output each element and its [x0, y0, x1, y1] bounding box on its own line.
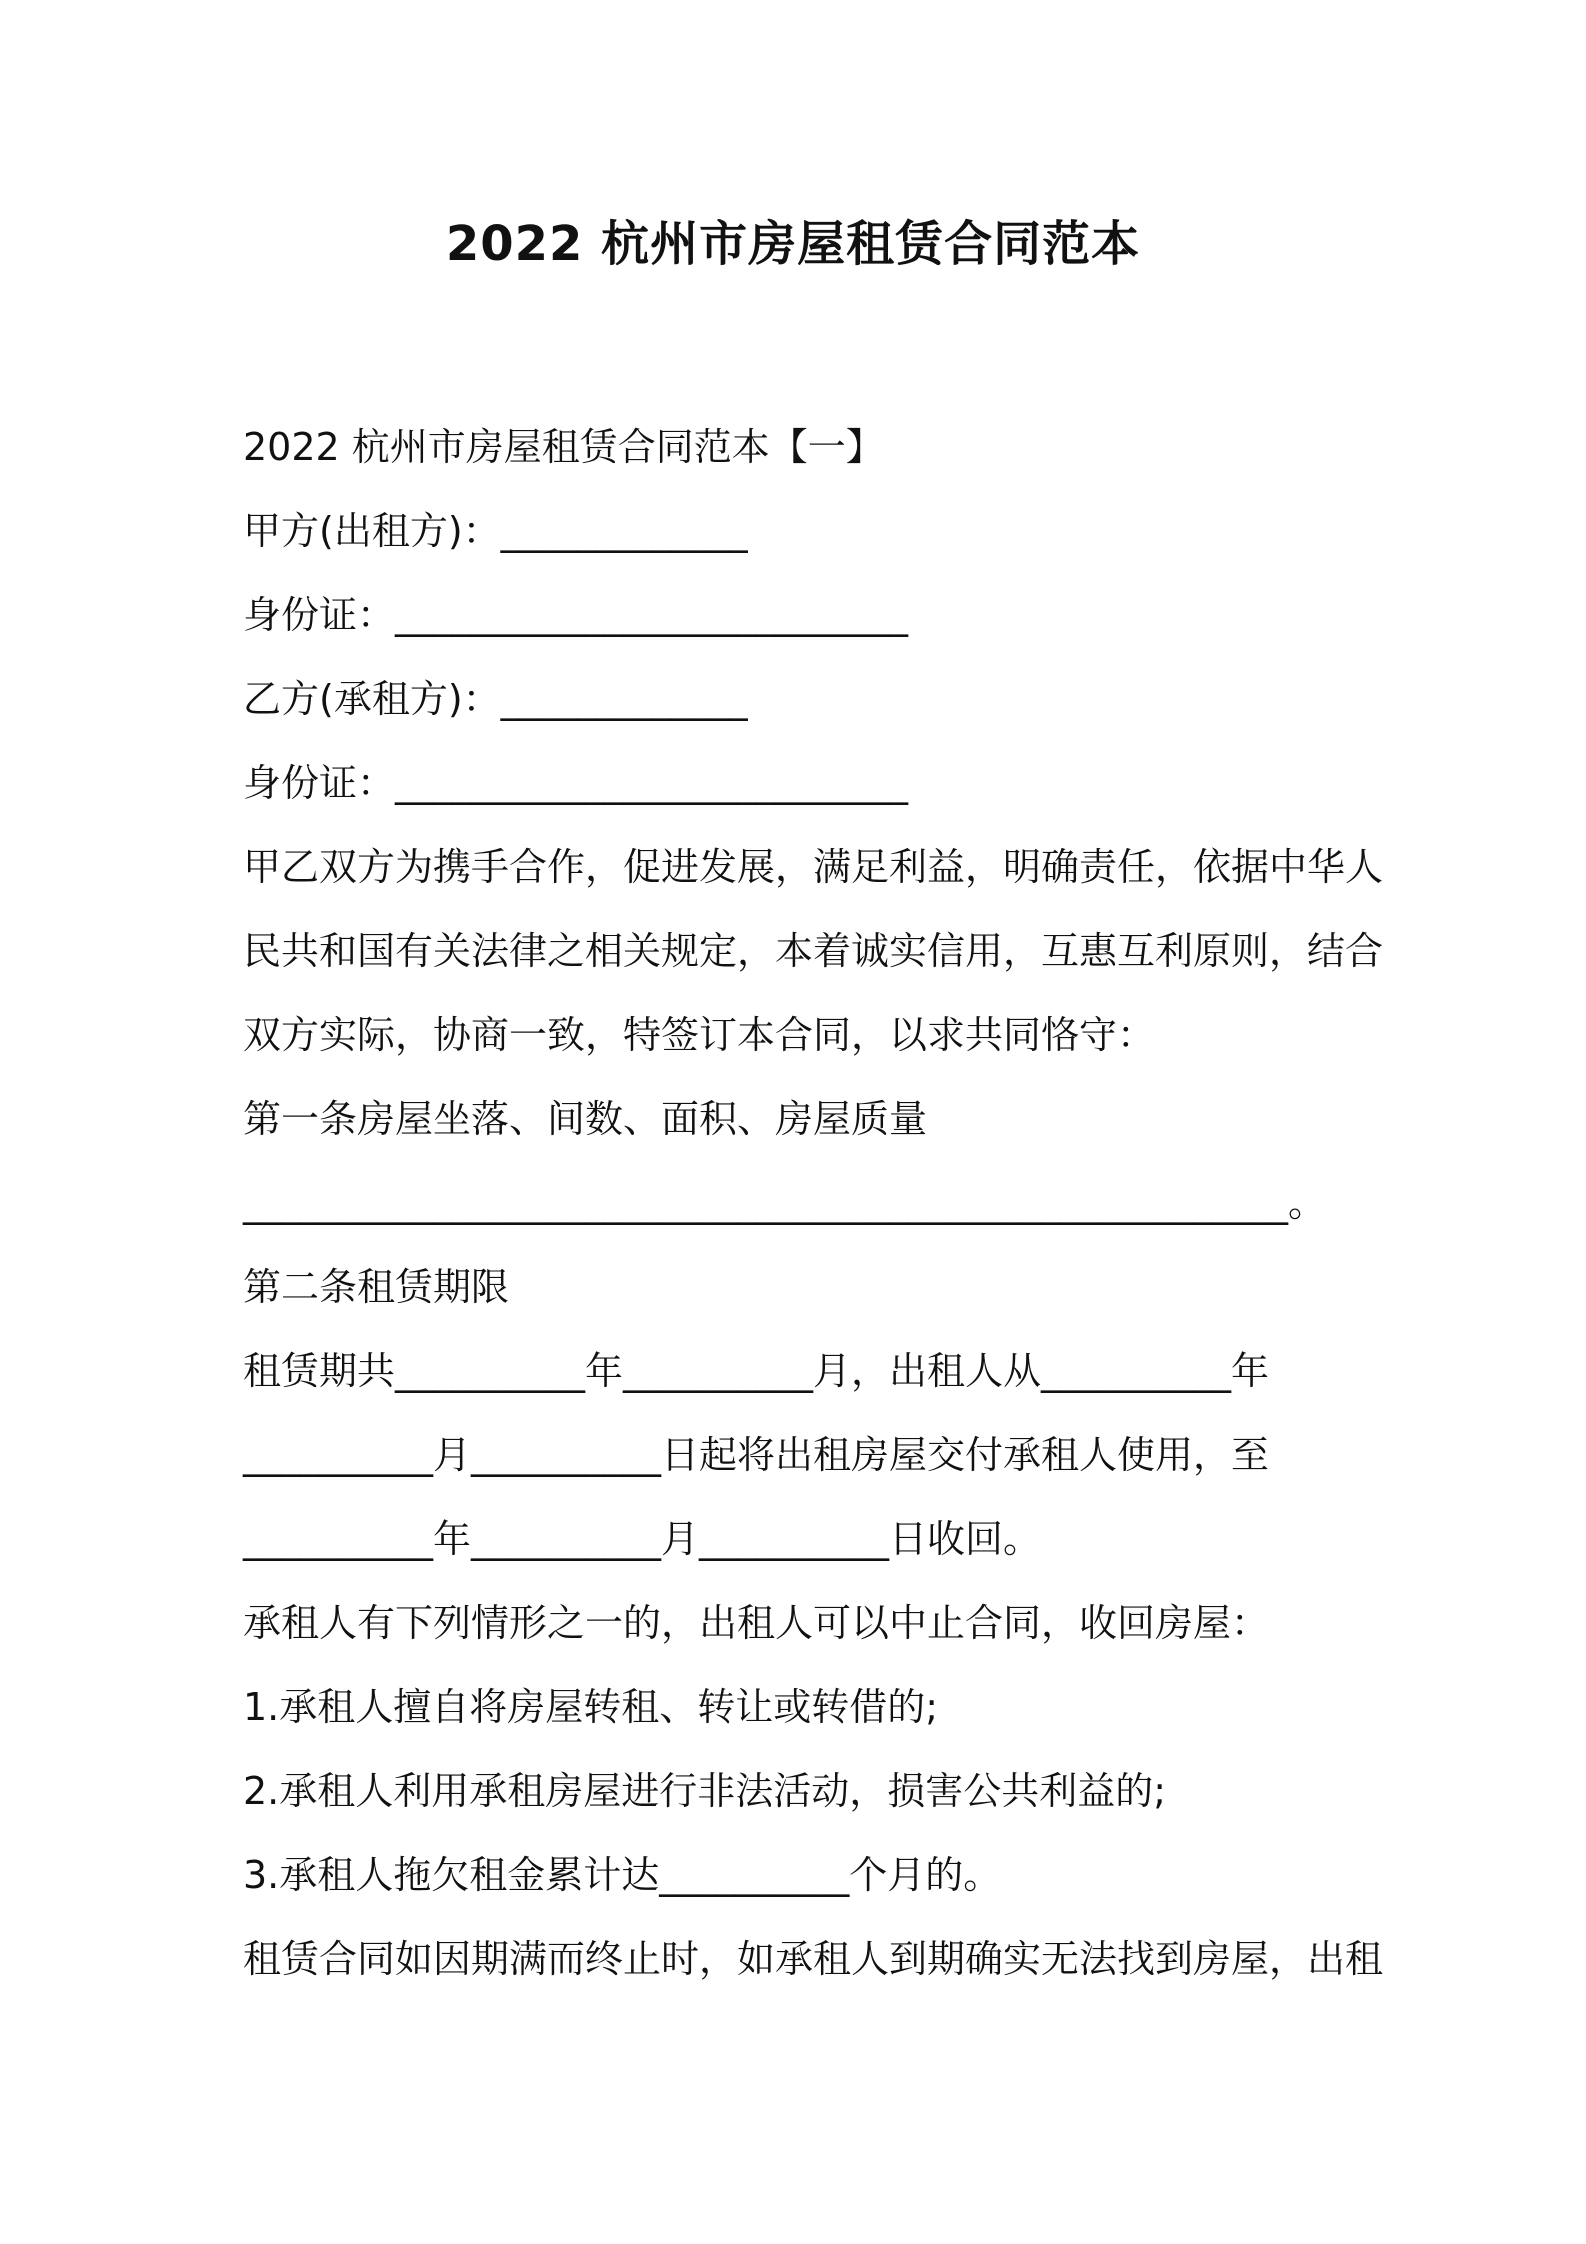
- party-a-field: 甲方(出租方)：_____________: [243, 509, 748, 553]
- preamble-line: 双方实际，协商一致，特签订本合同，以求共同恪守：: [243, 1013, 1156, 1057]
- document-body: [243, 405, 1384, 2001]
- preamble-line: 甲乙双方为携手合作，促进发展，满足利益，明确责任，依据中华人: [243, 845, 1384, 889]
- lease-term-line: 租赁期共__________年__________月，出租人从__________年: [243, 1349, 1270, 1393]
- expiry-clause-line: 租赁合同如因期满而终止时，如承租人到期确实无法找到房屋，出租: [243, 1937, 1384, 1981]
- termination-item: 2.承租人利用承租房屋进行非法活动，损害公共利益的;: [243, 1769, 1167, 1813]
- termination-item: 3.承租人拖欠租金累计达__________个月的。: [243, 1853, 1002, 1897]
- article-one-blank: _______________________________________________________。: [243, 1181, 1327, 1225]
- termination-item: 1.承租人擅自将房屋转租、转让或转借的;: [243, 1685, 939, 1729]
- termination-intro: 承租人有下列情形之一的，出租人可以中止合同，收回房屋：: [243, 1601, 1270, 1645]
- document-title: 2022 杭州市房屋租赁合同范本: [445, 216, 1141, 272]
- article-two-heading: 第二条租赁期限: [243, 1265, 510, 1309]
- party-a-id-field: 身份证：___________________________: [243, 593, 909, 637]
- article-one-heading: 第一条房屋坐落、间数、面积、房屋质量: [243, 1097, 928, 1141]
- party-b-id-field: 身份证：___________________________: [243, 761, 909, 805]
- section-heading: 2022 杭州市房屋租赁合同范本【一】: [243, 425, 884, 469]
- preamble-line: 民共和国有关法律之相关规定，本着诚实信用，互惠互利原则，结合: [243, 929, 1384, 973]
- lease-term-line: __________年__________月__________日收回。: [243, 1517, 1042, 1561]
- party-b-field: 乙方(承租方)：_____________: [243, 677, 748, 721]
- lease-term-line: __________月__________日起将出租房屋交付承租人使用，至: [243, 1433, 1270, 1477]
